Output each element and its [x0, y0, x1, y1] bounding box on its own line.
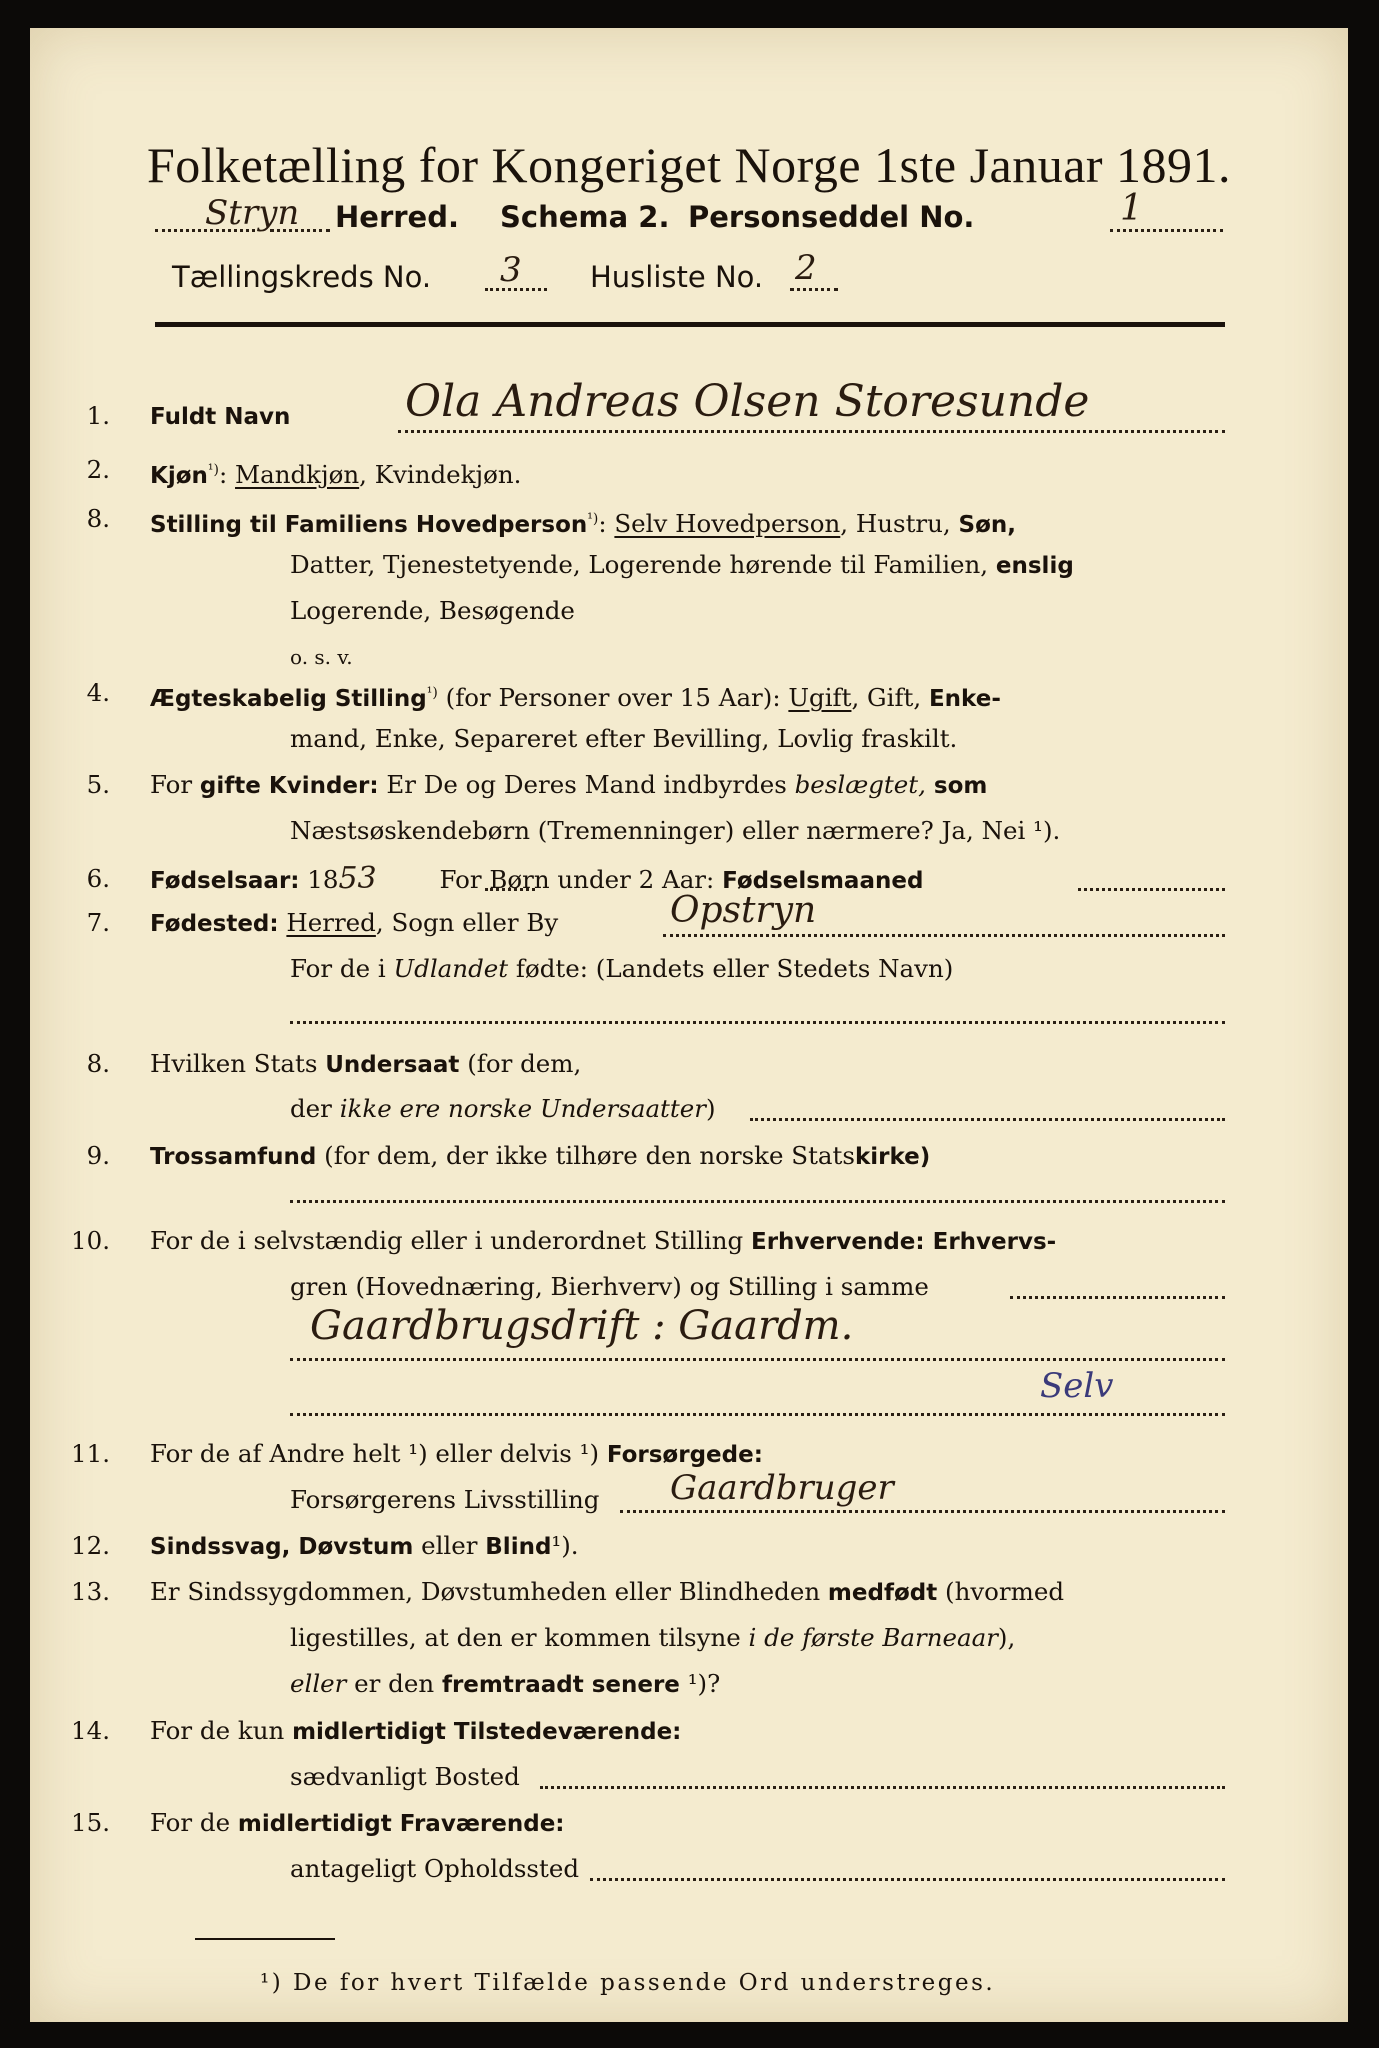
item-10: 10. For de i selvstændig eller i underordnet Stilling Erhvervende: Erhvervs-: [71, 1226, 1057, 1255]
item-13: 13. Er Sindssygdommen, Døvstumheden eller Blindheden medfødt (hvormed: [71, 1577, 1065, 1606]
header-rule: [155, 322, 1225, 327]
item-6: 6. Fødselsaar: 1853 For Børn under 2 Aar: Fødselsmaaned: [86, 861, 924, 896]
schema-label: Schema 2.: [500, 200, 670, 234]
herred-label: Herred.: [335, 200, 459, 234]
item-11: 11. For de af Andre helt ¹) eller delvis ¹) Forsørgede:: [71, 1439, 763, 1468]
item-4-line-2: mand, Enke, Separeret efter Bevilling, Lovlig fraskilt.: [290, 724, 958, 753]
item-8: 8. Hvilken Stats Undersaat (for dem,: [86, 1049, 582, 1078]
kreds-handwritten: 3: [500, 250, 522, 290]
provider-dotted-line: [620, 1510, 1225, 1513]
kreds-dotted-line: [485, 288, 547, 291]
personseddel-label: Personseddel No.: [688, 200, 975, 234]
husliste-label: Husliste No.: [590, 260, 764, 294]
birth-year-dotted-line: [485, 888, 535, 891]
occupation-handwritten: Gaardbrugsdrift : Gaardm.: [310, 1303, 854, 1349]
occupation-dotted-line-3: [290, 1413, 1225, 1416]
full-name-handwritten: Ola Andreas Olsen Storesunde: [405, 376, 1090, 427]
item-7: 7. Fødested: Herred, Sogn eller By: [86, 908, 559, 937]
item-8-line-2: der ikke ere norske Undersaatter): [290, 1094, 716, 1123]
item-10-line-2: gren (Hovednæring, Bierhverv) og Stilling i samme: [290, 1272, 929, 1301]
occupation-dotted-line-2: [290, 1358, 1225, 1361]
herred-handwritten: Stryn: [205, 193, 300, 233]
provider-handwritten: Gaardbruger: [670, 1468, 894, 1508]
item-7-line-2: For de i Udlandet fødte: (Landets eller Stedets Navn): [290, 954, 954, 983]
item-4: 4. Ægteskabelig Stilling$^{^1)}$ (for Personer over 15 Aar): Ugift, Gift, Enke-: [86, 678, 1001, 713]
item-9: 9. Trossamfund (for dem, der ikke tilhøre den norske Statskirke): [86, 1141, 931, 1170]
birthplace-dotted-line: [663, 934, 1225, 937]
item-3-line-4: o. s. v.: [290, 645, 353, 669]
full-name-dotted-line: [398, 430, 1225, 433]
item-13-line-2: ligestilles, at den er kommen tilsyne i de første Barneaar),: [290, 1623, 1016, 1652]
footnote: ¹) De for hvert Tilfælde passende Ord understreges.: [260, 1970, 996, 1996]
item-14-line-2: sædvanligt Bosted: [290, 1762, 520, 1791]
item-5: 5. For gifte Kvinder: Er De og Deres Mand indbyrdes beslægtet, som: [86, 770, 988, 799]
kreds-label: Tællingskreds No.: [172, 260, 432, 294]
item-3-line-2: Datter, Tjenestetyende, Logerende hørende til Familien, enslig: [290, 550, 1074, 579]
item-14: 14. For de kun midlertidigt Tilstedeværende:: [71, 1716, 682, 1745]
nationality-dotted-line: [750, 1118, 1225, 1121]
residence-dotted-line: [540, 1786, 1225, 1789]
personseddel-dotted-line: [1110, 229, 1223, 232]
item-13-line-3: eller er den fremtraadt senere ¹)?: [290, 1669, 721, 1698]
item-5-line-2: Næstsøskendebørn (Tremenninger) eller nærmere? Ja, Nei ¹).: [290, 816, 1061, 845]
item-12: 12. Sindssvag, Døvstum eller Blind¹).: [71, 1531, 579, 1560]
item-1: 1. Fuldt Navn: [86, 401, 291, 430]
personseddel-handwritten: 1: [1120, 188, 1143, 229]
item-3-line-3: Logerende, Besøgende: [290, 596, 575, 625]
husliste-handwritten: 2: [795, 248, 817, 288]
occupation-handwritten-2: Selv: [1040, 1366, 1114, 1406]
item-11-line-2: Forsørgerens Livsstilling: [290, 1485, 600, 1514]
foreign-birthplace-dotted-line: [290, 1021, 1225, 1024]
religion-dotted-line: [290, 1200, 1225, 1203]
abode-dotted-line: [590, 1878, 1225, 1881]
herred-dotted-line-2: [270, 229, 330, 232]
form-title: Folketælling for Kongeriget Norge 1ste Januar 1891.: [146, 137, 1232, 193]
item-3: 8. Stilling til Familiens Hovedperson$^{^1)}$: Selv Hovedperson, Hustru, Søn,: [86, 504, 1016, 539]
item-15: 15. For de midlertidigt Fraværende:: [71, 1808, 565, 1837]
item-2: 2. Kjøn$^{^1)}$: Mandkjøn, Kvindekjøn.: [86, 455, 522, 490]
husliste-dotted-line: [790, 288, 838, 291]
item-15-line-2: antageligt Opholdssted: [290, 1854, 579, 1883]
occupation-dotted-line: [1010, 1296, 1225, 1299]
footnote-rule: [195, 1938, 335, 1940]
birthplace-handwritten: Opstryn: [670, 890, 817, 931]
census-form-page: [30, 28, 1348, 2022]
birth-month-dotted-line: [1078, 888, 1225, 891]
